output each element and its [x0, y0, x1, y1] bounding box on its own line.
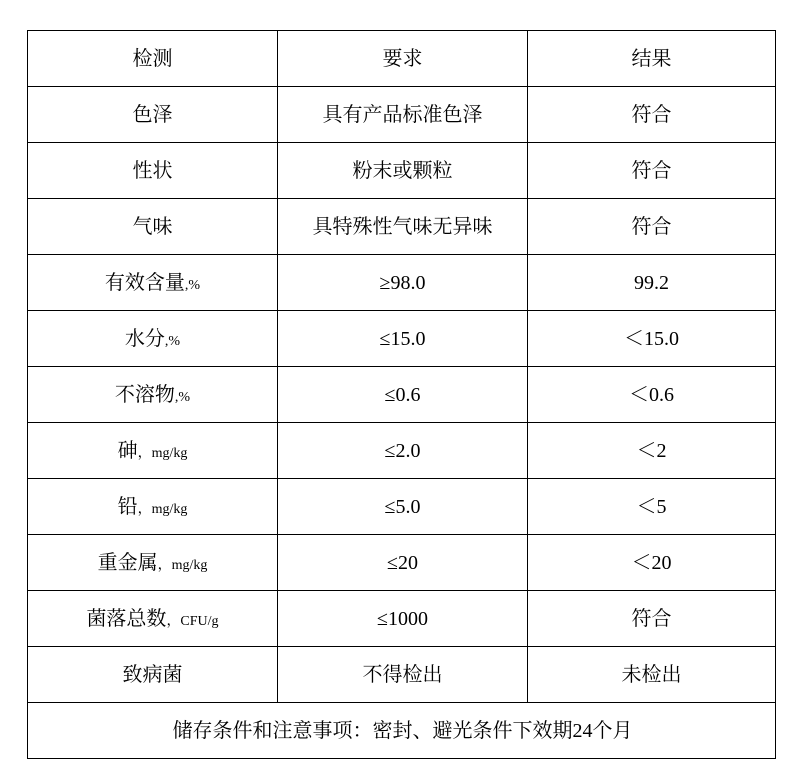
item-name: 性状	[132, 159, 173, 182]
column-header-result	[528, 31, 776, 87]
table-row	[28, 591, 776, 647]
item-unit: ，mg/kg	[157, 557, 208, 573]
item-unit: ,%	[174, 389, 191, 405]
item-unit: ，mg/kg	[137, 501, 188, 517]
cell-result	[528, 199, 776, 255]
item-name: 铅，mg/kg	[117, 495, 188, 518]
cell-item	[28, 199, 278, 255]
result-value: 符合	[631, 103, 672, 126]
item-unit: ,%	[164, 333, 181, 349]
table-row	[28, 647, 776, 703]
table-row	[28, 143, 776, 199]
specification-table	[27, 30, 776, 759]
cell-requirement	[278, 647, 528, 703]
requirement-value: ≤20	[387, 551, 418, 574]
cell-item	[28, 647, 278, 703]
cell-item	[28, 87, 278, 143]
item-unit: ，mg/kg	[137, 445, 188, 461]
result-value: 符合	[631, 215, 672, 238]
item-name: 有效含量,%	[104, 271, 201, 294]
item-name: 砷，mg/kg	[117, 439, 188, 462]
cell-item	[28, 423, 278, 479]
item-name: 色泽	[132, 103, 173, 126]
cell-requirement	[278, 367, 528, 423]
result-value: ＜0.6	[629, 383, 674, 406]
cell-item	[28, 143, 278, 199]
cell-result	[528, 87, 776, 143]
cell-item	[28, 311, 278, 367]
item-name: 水分,%	[124, 327, 181, 350]
item-name: 气味	[132, 215, 173, 238]
cell-requirement	[278, 591, 528, 647]
cell-result	[528, 143, 776, 199]
cell-result	[528, 311, 776, 367]
requirement-value: ≤1000	[377, 607, 428, 630]
cell-result	[528, 647, 776, 703]
table-row	[28, 535, 776, 591]
cell-item	[28, 255, 278, 311]
result-value: ＜5	[636, 495, 667, 518]
cell-requirement	[278, 479, 528, 535]
result-value: ＜15.0	[624, 327, 679, 350]
requirement-value: ≤2.0	[384, 439, 421, 462]
result-value: ＜2	[636, 439, 667, 462]
result-value: 未检出	[621, 663, 682, 686]
cell-requirement	[278, 423, 528, 479]
requirement-value: 粉末或颗粒	[352, 159, 453, 182]
requirement-value: ≤15.0	[379, 327, 426, 350]
table-note-row	[28, 703, 776, 759]
cell-requirement	[278, 87, 528, 143]
column-header-requirement	[278, 31, 528, 87]
table-row	[28, 255, 776, 311]
table-row	[28, 87, 776, 143]
table-header-row	[28, 31, 776, 87]
item-unit: ，CFU/g	[166, 613, 219, 629]
cell-result	[528, 479, 776, 535]
cell-requirement	[278, 199, 528, 255]
cell-result	[528, 535, 776, 591]
column-header-item-label: 检测	[132, 47, 173, 70]
table-row	[28, 367, 776, 423]
item-name: 致病菌	[122, 663, 183, 686]
result-value: 符合	[631, 159, 672, 182]
result-value: 符合	[631, 607, 672, 630]
result-value: 99.2	[634, 271, 669, 294]
cell-item	[28, 367, 278, 423]
requirement-value: 不得检出	[362, 663, 443, 686]
cell-item	[28, 535, 278, 591]
requirement-value: 具有产品标准色泽	[322, 103, 483, 126]
table-row	[28, 423, 776, 479]
cell-requirement	[278, 311, 528, 367]
cell-requirement	[278, 535, 528, 591]
cell-item	[28, 591, 278, 647]
column-header-item	[28, 31, 278, 87]
cell-item	[28, 479, 278, 535]
cell-result	[528, 255, 776, 311]
result-value: ＜20	[631, 551, 672, 574]
item-unit: ,%	[184, 277, 201, 293]
item-name: 不溶物,%	[114, 383, 191, 406]
cell-result	[528, 591, 776, 647]
requirement-value: ≥98.0	[379, 271, 426, 294]
cell-requirement	[278, 255, 528, 311]
spec-table-container	[27, 30, 775, 759]
item-name: 菌落总数，CFU/g	[86, 607, 219, 630]
table-row	[28, 199, 776, 255]
requirement-value: 具特殊性气味无异味	[312, 215, 493, 238]
item-name: 重金属，mg/kg	[97, 551, 208, 574]
requirement-value: ≤5.0	[384, 495, 421, 518]
cell-result	[528, 423, 776, 479]
cell-result	[528, 367, 776, 423]
requirement-value: ≤0.6	[384, 383, 421, 406]
column-header-result-label: 结果	[631, 47, 672, 70]
storage-note-text: 储存条件和注意事项：密封、避光条件下效期24个月	[172, 719, 633, 742]
table-row	[28, 479, 776, 535]
table-row	[28, 311, 776, 367]
column-header-requirement-label: 要求	[382, 47, 423, 70]
cell-requirement	[278, 143, 528, 199]
storage-note-cell	[28, 703, 776, 759]
